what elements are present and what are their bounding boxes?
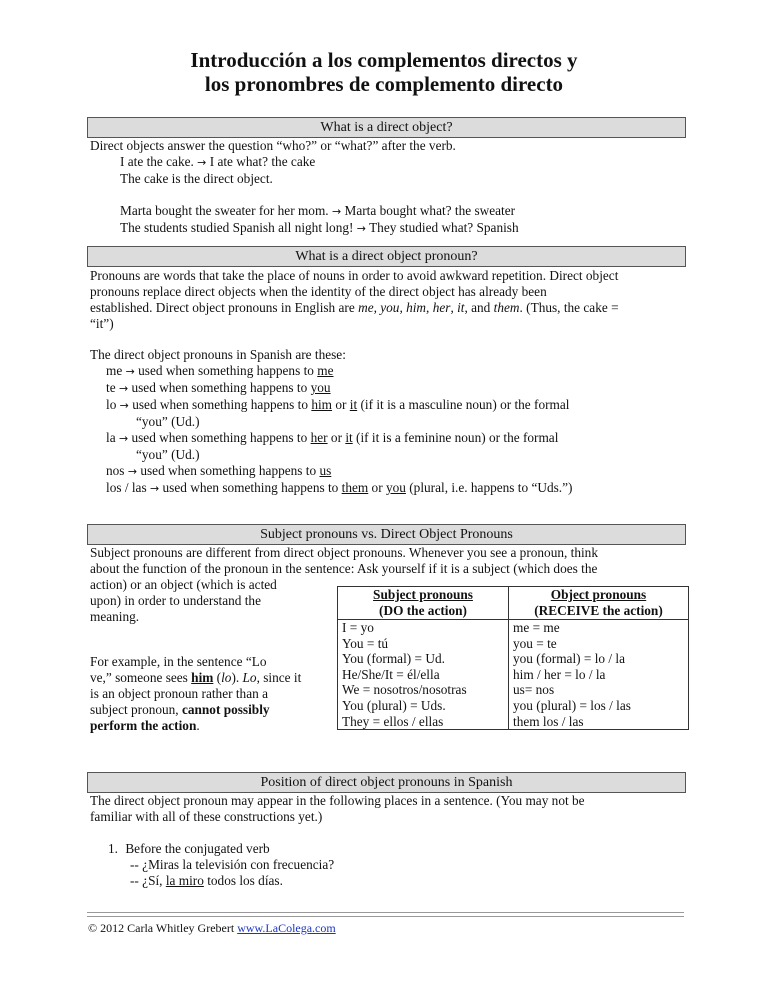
table-cell: them los / las xyxy=(513,713,584,729)
section-header-position: Position of direct object pronouns in Spanish xyxy=(87,772,686,793)
footer xyxy=(88,920,336,936)
section-header-direct-object-pronoun: What is a direct object pronoun? xyxy=(87,246,686,267)
list-item: me → used when something happens to me xyxy=(106,363,334,378)
text-line: action) or an object (which is acted xyxy=(90,577,277,592)
text-line: Pronouns are words that take the place of nouns in order to avoid awkward repetition. Direct object xyxy=(90,268,619,283)
object-pronoun-column xyxy=(509,620,689,730)
numbered-item: 1. Before the conjugated verb xyxy=(108,841,270,856)
text-line: For example, in the sentence “Lo xyxy=(90,654,267,669)
example-line: Marta bought the sweater for her mom. → Marta bought what? the sweater xyxy=(120,203,516,218)
text-line: Direct objects answer the question “who?” or “what?” after the verb. xyxy=(90,138,456,153)
section-header-subject-vs-object: Subject pronouns vs. Direct Object Pronouns xyxy=(87,524,686,545)
page-title xyxy=(0,48,768,96)
arrow-icon: → xyxy=(127,465,138,478)
copyright-text: © 2012 Carla Whitley Grebert xyxy=(88,921,238,935)
list-item: te → used when something happens to you xyxy=(106,380,331,395)
table-cell: They = ellos / ellas xyxy=(342,713,444,729)
section-direct-object-body xyxy=(90,138,690,237)
arrow-icon: → xyxy=(197,156,207,169)
text-line: is an object pronoun rather than a xyxy=(90,686,268,701)
arrow-icon: → xyxy=(149,482,160,495)
footer-link[interactable]: www.LaColega.com xyxy=(237,921,336,935)
arrow-icon: → xyxy=(119,399,129,412)
text-line: “it”) xyxy=(90,316,114,331)
arrow-icon: → xyxy=(118,432,129,445)
example-line: The students studied Spanish all night long! → They studied what? Spanish xyxy=(120,220,519,235)
table-cell: you = te xyxy=(513,635,557,651)
arrow-icon: → xyxy=(356,222,366,235)
text-line: about the function of the pronoun in the sentence: Ask yourself if it is a subject (which does the xyxy=(90,561,598,576)
subject-pronoun-column xyxy=(338,620,509,730)
footer-divider xyxy=(87,912,684,917)
text-line: established. Direct object pronouns in English are me, you, him, her, it, and them. (Thus, the cake = xyxy=(90,300,619,315)
text-line: perform the action. xyxy=(90,718,200,733)
text-line: Subject pronouns are different from direct object pronouns. Whenever you see a pronoun, think xyxy=(90,545,598,560)
title-line-1: Introducción a los complementos directos y xyxy=(190,48,578,72)
table-cell: you (formal) = lo / la xyxy=(513,651,625,667)
table-cell: You = tú xyxy=(342,635,389,651)
table-cell: me = me xyxy=(513,620,560,635)
table-cell: him / her = lo / la xyxy=(513,666,606,682)
example-line: -- ¿Sí, la miro todos los días. xyxy=(130,873,283,888)
title-line-2: los pronombres de complemento directo xyxy=(204,72,564,96)
arrow-icon: → xyxy=(331,205,342,218)
table-header-subject: Subject pronouns (DO the action) xyxy=(338,587,509,620)
table-cell: us= nos xyxy=(513,682,555,698)
text-line: upon) in order to understand the xyxy=(90,593,261,608)
table-cell: you (plural) = los / las xyxy=(513,697,631,713)
section-header-direct-object: What is a direct object? xyxy=(87,117,686,138)
section-direct-object-pronoun-body xyxy=(90,268,690,497)
example-line: The cake is the direct object. xyxy=(120,171,273,186)
example-line: I ate the cake. → I ate what? the cake xyxy=(120,154,316,169)
table-cell: We = nosotros/nosotras xyxy=(342,682,467,698)
table-cell: You (formal) = Ud. xyxy=(342,651,445,667)
text-line: The direct object pronoun may appear in the following places in a sentence. (You may not be xyxy=(90,793,585,808)
list-item: la → used when something happens to her or it (if it is a feminine noun) or the formal xyxy=(106,430,559,445)
arrow-icon: → xyxy=(118,382,129,395)
text-line: ve,” someone sees him (lo). Lo, since it xyxy=(90,670,302,685)
list-item-continuation: “you” (Ud.) xyxy=(136,447,200,462)
text-line: The direct object pronouns in Spanish are these: xyxy=(90,347,346,362)
table-cell: He/She/It = él/ella xyxy=(342,666,440,682)
text-line: subject pronoun, cannot possibly xyxy=(90,702,270,717)
table-cell: I = yo xyxy=(342,620,374,635)
list-item: los / las → used when something happens to them or you (plural, i.e. happens to “Uds.”) xyxy=(106,480,573,495)
text-line: meaning. xyxy=(90,609,140,624)
list-item: lo → used when something happens to him or it (if it is a masculine noun) or the formal xyxy=(106,397,570,412)
pronoun-comparison-table xyxy=(337,586,689,730)
text-line: familiar with all of these constructions yet.) xyxy=(90,809,323,824)
text-line: pronouns replace direct objects when the identity of the direct object has already been xyxy=(90,284,547,299)
example-line: -- ¿Miras la televisión con frecuencia? xyxy=(130,857,335,872)
list-item: nos → used when something happens to us xyxy=(106,463,332,478)
table-cell: You (plural) = Uds. xyxy=(342,697,446,713)
table-header-object: Object pronouns (RECEIVE the action) xyxy=(509,587,689,620)
example-paragraph xyxy=(90,654,335,734)
list-item-continuation: “you” (Ud.) xyxy=(136,414,200,429)
arrow-icon: → xyxy=(125,365,135,378)
section-position-body xyxy=(90,793,690,889)
